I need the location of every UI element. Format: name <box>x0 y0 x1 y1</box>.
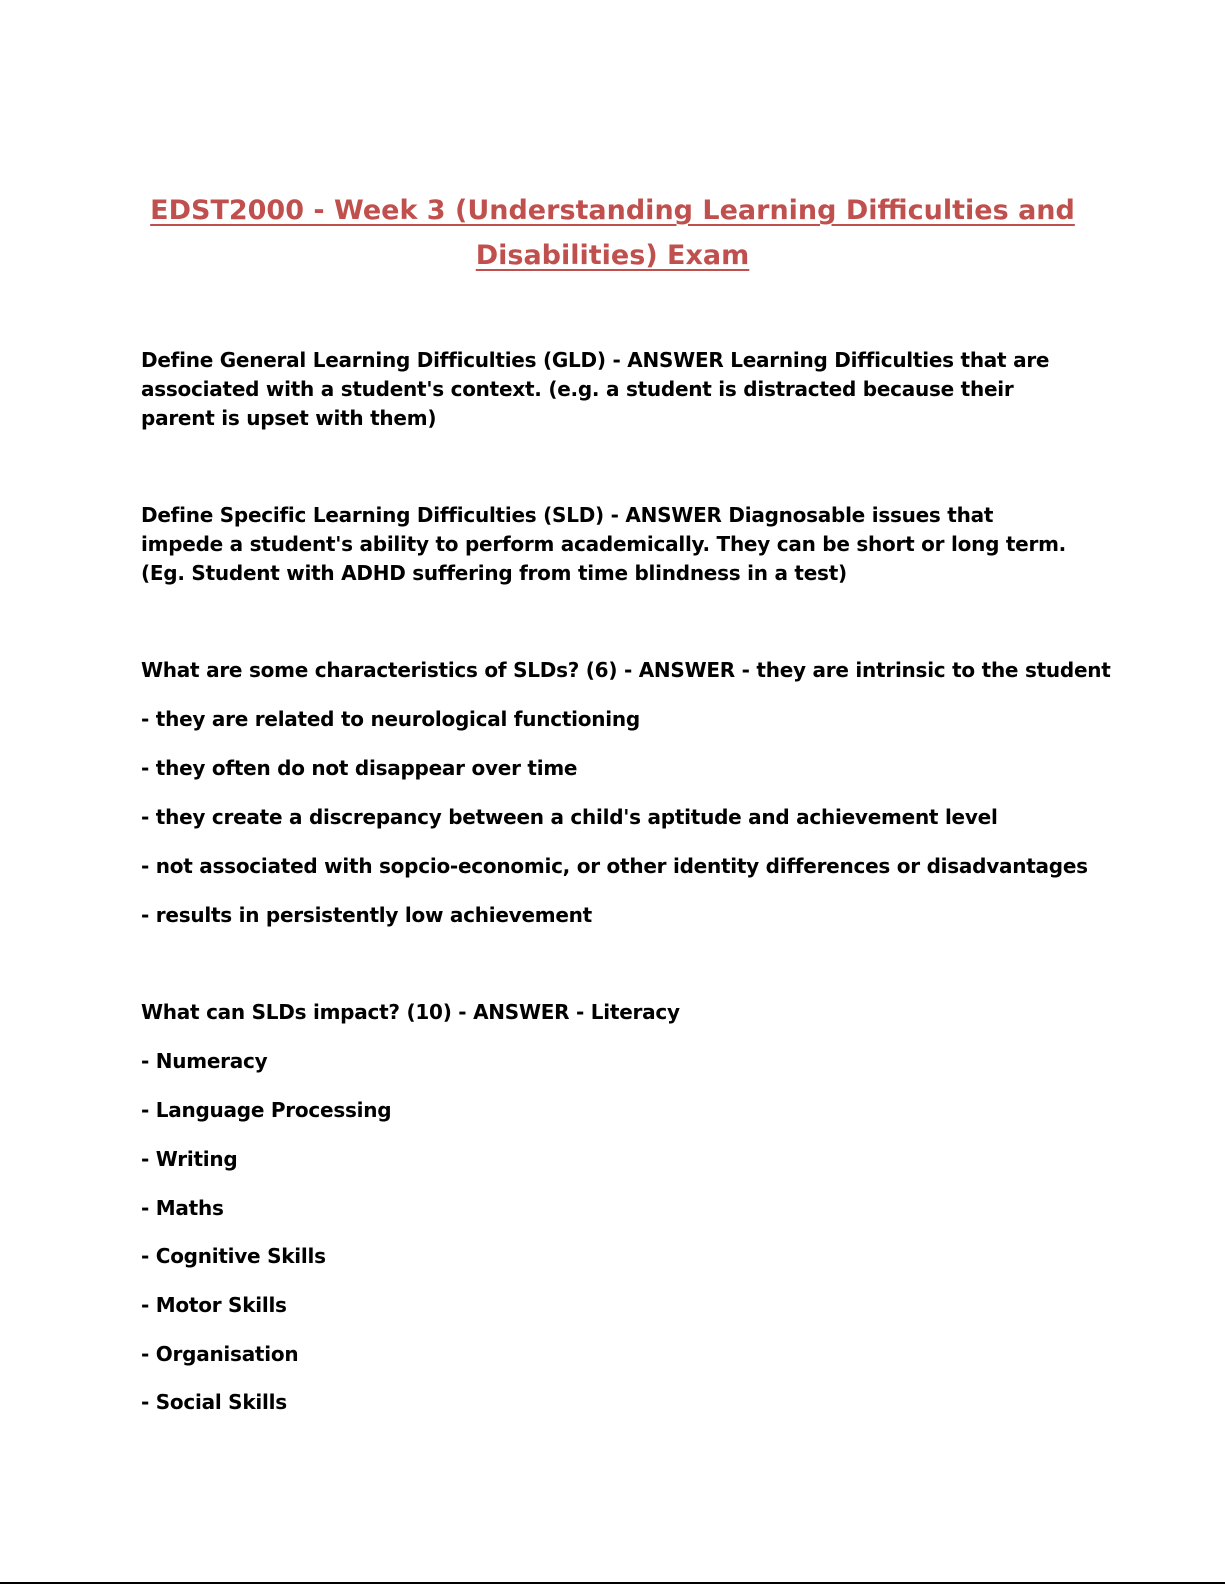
characteristics-item: - they create a discrepancy between a child's aptitude and achievement level <box>141 805 998 829</box>
impacts-question: What can SLDs impact? (10) - ANSWER - Literacy <box>141 1000 680 1024</box>
characteristics-question: What are some characteristics of SLDs? (6) - ANSWER - they are intrinsic to the student <box>141 658 1111 682</box>
impacts-item: - Social Skills <box>141 1390 287 1414</box>
impacts-item: - Writing <box>141 1147 238 1171</box>
characteristics-item: - results in persistently low achievement <box>141 903 592 927</box>
impacts-item: - Motor Skills <box>141 1293 287 1317</box>
qa-gld: Define General Learning Difficulties (GLD) - ANSWER Learning Difficulties that are associated with a student's context. (e.g. a student is distracted because their parent is upset with them) <box>141 348 1050 430</box>
impacts-item: - Language Processing <box>141 1098 392 1122</box>
document-title: EDST2000 - Week 3 (Understanding Learning Difficulties and Disabilities) Exam <box>150 195 1075 271</box>
impacts-item: - Numeracy <box>141 1049 268 1073</box>
page-bottom-rule <box>0 1582 1225 1584</box>
impacts-item: - Organisation <box>141 1342 299 1366</box>
qa-sld: Define Specific Learning Difficulties (SLD) - ANSWER Diagnosable issues that impede a student's ability to perform academically. They can be short or long term. (Eg. Student with ADHD suffering from time blindness in a test) <box>141 503 1067 585</box>
characteristics-item: - not associated with sopcio-economic, or other identity differences or disadvantages <box>141 854 1088 878</box>
impacts-item: - Cognitive Skills <box>141 1244 326 1268</box>
characteristics-item: - they are related to neurological functioning <box>141 707 640 731</box>
characteristics-item: - they often do not disappear over time <box>141 756 578 780</box>
impacts-item: - Maths <box>141 1196 224 1220</box>
